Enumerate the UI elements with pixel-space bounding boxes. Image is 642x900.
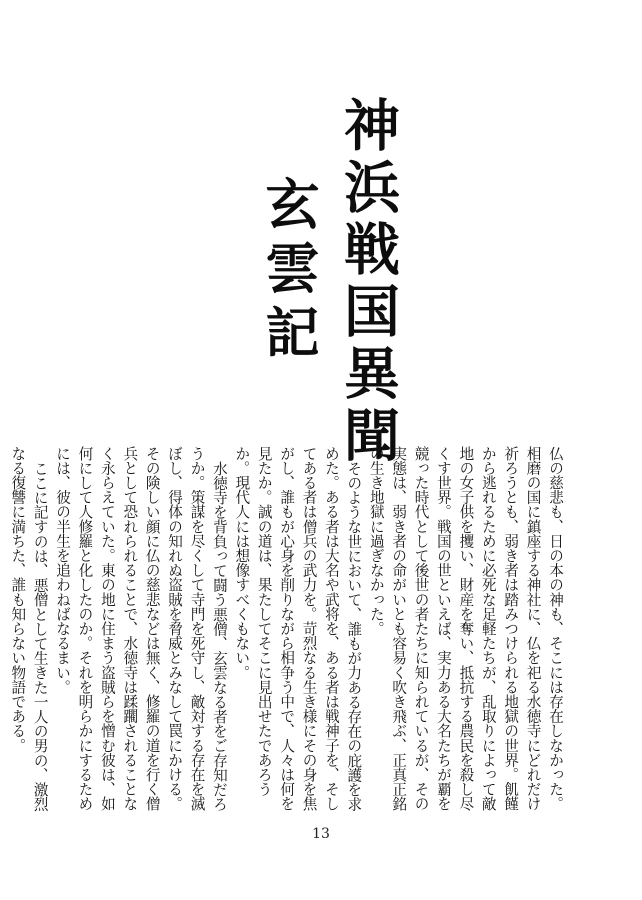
paragraph-1: 仏の慈悲も、日の本の神も、そこには存在しなかった。相磨の国に鎮座する神社に、仏を祀る水徳寺にどれだけ祈ろうとも、弱き者は踏みつけられる地獄の世界。飢饉から逃れるために必死な足軽たちが、乱取りによって敵地の女子供を攫い、財産を奪い、抵抗する農民を殺し尽くす世界。戦国の世といえば、実力ある大名たちが覇を競った時代として後世の者たちに知られているが、その実態は、弱き者の命がいとも容易く吹き飛ぶ、正真正銘の生き地獄に過ぎなかった。 <box>367 446 564 811</box>
body-text <box>9 446 566 816</box>
page-number: 13 <box>312 826 330 842</box>
paragraph-2: そのような世において、誰もが力ある存在の庇護を求めた。ある者は大名や武将を、ある者は戦神子を、そしてある者は僧兵の武力を。苛烈なる生き様にその身を焦がし、誰もが心身を削りながら相争う中で、人々は何を見たか。誠の道は、果たしてそこに見出せたであろうか。現代人には想像すべくもない。 <box>233 446 363 811</box>
sub-title: 玄雲記 <box>257 176 321 368</box>
main-title: 神浜戦国異聞 <box>335 96 401 468</box>
paragraph-4: ここに記すのは、悪僧として生きた一人の男の、激烈なる復讐に満ちた、誰も知らない物語である。 <box>9 446 49 811</box>
paragraph-3: 水徳寺を背負って闘う悪僧、玄雲なる者をご存知だろうか。策謀を尽くして寺門を死守し、敵対する存在を滅ぼし、得体の知れぬ盗賊を脅威とみなして罠にかける。その険しい顔に仏の慈悲などは無く、修羅の道を行く僧兵として恐れられることで、水徳寺は蹂躙されることなく永らえていた。東の地に住まう盗賊らを憎む彼は、如何にして人修羅と化したのか。それを明らかにするためには、彼の半生を追わねばなるまい。 <box>54 446 228 811</box>
